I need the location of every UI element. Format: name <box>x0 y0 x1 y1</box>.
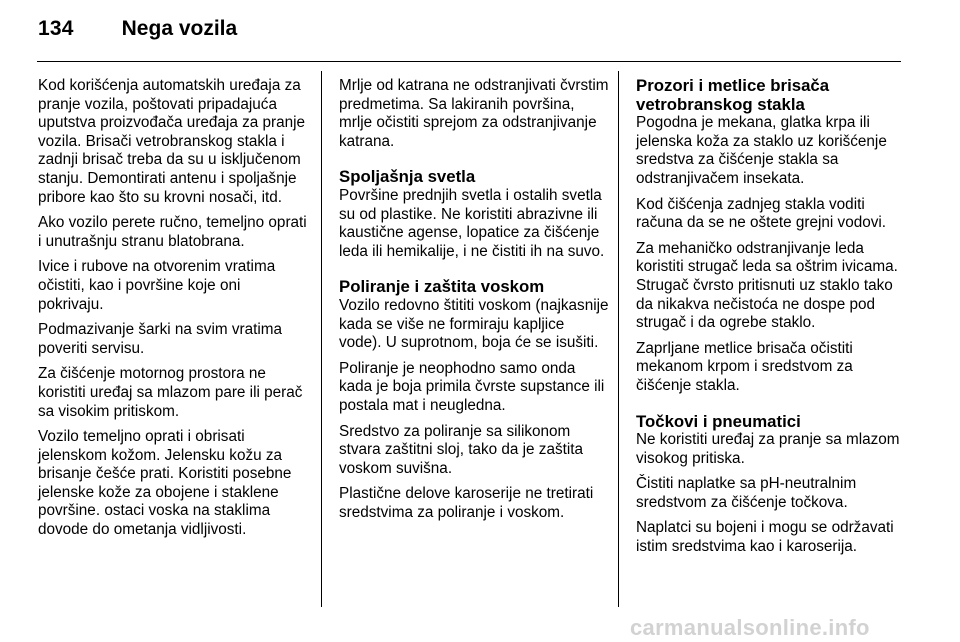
paragraph: Plastične delove karoserije ne tretirati sredstvima za poliranje i voskom. <box>339 485 594 521</box>
paragraph: Pogodna je mekana, glatka krpa ili jelenska koža za staklo uz korišćenje sredstva za čišćenje stakla sa odstranjivačem insekata. <box>636 114 887 187</box>
paragraph: Ako vozilo perete ručno, temeljno oprati i unutrašnju stranu blatobrana. <box>38 214 307 250</box>
section-heading-exterior-lights: Spoljašnja svetla <box>339 167 476 187</box>
column-divider <box>618 71 619 607</box>
paragraph: Kod čišćenja zadnjeg stakla voditi računa da se ne oštete grejni vodovi. <box>636 195 887 232</box>
paragraph: Mrlje od katrana ne odstranjivati čvrstim predmetima. Sa lakiranih površina, mrlje očistiti sprejom za odstranjivanje katrana. <box>339 77 609 150</box>
paragraph: Površine prednjih svetla i ostalih svetla su od plastike. Ne koristiti abrazivne ili kaustične agense, lopatice za čišćenje leda ili hemikalije, i ne čistiti ih na suvo. <box>339 186 605 260</box>
column-middle <box>339 77 609 529</box>
paragraph: Ne koristiti uređaj za pranje sa mlazom visokog pritiska. <box>636 431 900 467</box>
paragraph: Vozilo temeljno oprati i obrisati jelenskom kožom. Jelensku kožu za brisanje češće prati. Koristiti posebne jelenske kože za obojene i staklene površine. ostaci voska na staklima dovode do ometanja vidljivosti. <box>38 428 292 539</box>
header-divider <box>37 61 901 62</box>
column-left <box>38 77 308 547</box>
page-number: 134 <box>38 17 74 40</box>
column-divider <box>321 71 322 607</box>
paragraph: Za čišćenje motornog prostora ne koristiti uređaj sa mlazom pare ili perač sa visokim pritiskom. <box>38 365 303 420</box>
paragraph: Poliranje je neophodno samo onda kada je boja primila čvrste supstance ili postala mat i neugledna. <box>339 359 605 414</box>
paragraph: Za mehaničko odstranjivanje leda koristiti strugač leda sa oštrim ivicama. Strugač čvrsto pritisnuti uz staklo tako da nikakva nečistoća ne dospe pod strugač i da ogrebe staklo. <box>636 239 898 332</box>
paragraph: Sredstvo za poliranje sa silikonom stvara zaštitni sloj, tako da je zaštita voskom suvišna. <box>339 422 584 477</box>
paragraph: Ivice i rubove na otvorenim vratima očistiti, kao i površine koje oni pokrivaju. <box>38 258 276 313</box>
paragraph: Vozilo redovno štititi voskom (najkasnije kada se više ne formiraju kapljice vode). U suprotnom, boja će se isušiti. <box>339 296 609 352</box>
column-right <box>636 77 906 564</box>
section-heading-windows-wipers: Prozori i metlice brisača vetrobranskog stakla <box>636 76 830 114</box>
paragraph: Naplatci su bojeni i mogu se održavati istim sredstvima kao i karoserija. <box>636 519 894 556</box>
paragraph: Podmazivanje šarki na svim vratima poveriti servisu. <box>38 321 282 357</box>
section-heading-wheels-tyres: Točkovi i pneumatici <box>636 411 801 431</box>
watermark-logo: carmanualsonline.info <box>630 615 870 640</box>
page-header <box>38 17 237 47</box>
paragraph: Kod korišćenja automatskih uređaja za pranje vozila, poštovati pripadajuća uputstva proizvođača uređaja za pranje vozila. Brisači vetrobranskog stakla i zadnji brisač treba da su u isključenom stanju. Demontirati antenu i spoljašnje pribore kao što su krovni nosači, itd. <box>38 77 306 206</box>
chapter-title: Nega vozila <box>121 17 238 40</box>
section-heading-polishing: Poliranje i zaštita voskom <box>339 277 545 297</box>
paragraph: Čistiti naplatke sa pH-neutralnim sredstvom za čišćenje točkova. <box>636 475 857 511</box>
paragraph: Zaprljane metlice brisača očistiti mekanom krpom i sredstvom za čišćenje stakla. <box>636 339 853 394</box>
